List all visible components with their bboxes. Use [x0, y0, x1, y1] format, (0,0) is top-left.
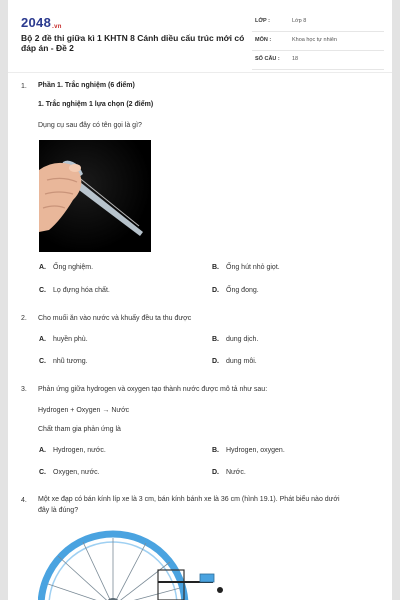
option-c[interactable]: C. Oxygen, nước.	[39, 469, 100, 476]
option-a[interactable]: A. Ống nghiệm.	[39, 264, 94, 271]
question-number: 3.	[21, 386, 27, 393]
option-b[interactable]: B. Ống hút nhỏ giọt.	[212, 264, 280, 271]
info-value: Khoa học tự nhiên	[292, 37, 337, 43]
exam-title: Bộ 2 đề thi giữa kì 1 KHTN 8 Cánh diều cấu trúc mới có đáp án - Đề 2	[21, 33, 245, 53]
info-key: MÔN :	[255, 37, 272, 43]
subsection-heading: 1. Trắc nghiệm 1 lựa chọn (2 điểm)	[38, 101, 154, 108]
equation-text: Hydrogen + Oxygen → Nước	[38, 407, 130, 414]
exam-header	[8, 0, 392, 73]
section-heading: Phần 1. Trắc nghiệm (6 điểm)	[38, 82, 135, 89]
option-c[interactable]: C. Lọ đựng hóa chất.	[39, 287, 110, 294]
option-a[interactable]: A. huyền phù.	[39, 336, 88, 343]
dropper-photo	[39, 140, 151, 252]
info-row-subject	[252, 33, 384, 51]
option-d[interactable]: D. dung môi.	[212, 358, 257, 365]
info-row-class	[252, 14, 384, 32]
option-b[interactable]: B. Hydrogen, oxygen.	[212, 447, 285, 454]
option-b[interactable]: B. dung dịch.	[212, 336, 259, 343]
option-a[interactable]: A. Hydrogen, nước.	[39, 447, 106, 454]
site-logo[interactable]: 2048.vn	[21, 15, 62, 30]
info-key: LỚP :	[255, 18, 270, 24]
question-text: Một xe đạp có bán kính líp xe là 3 cm, bán kính bánh xe là 36 cm (hình 19.1). Phát biểu nào dưới	[38, 496, 340, 503]
info-row-question-count	[252, 52, 384, 70]
question-text: Phản ứng giữa hydrogen và oxygen tạo thành nước được mô tả như sau:	[38, 386, 268, 393]
exam-paper	[8, 0, 392, 600]
info-value: Lớp 8	[292, 18, 307, 24]
bicycle-wheel-figure	[38, 526, 238, 600]
question-text-continued: đây là đúng?	[38, 507, 79, 514]
question-text: Dụng cụ sau đây có tên gọi là gì?	[38, 122, 142, 129]
exam-info-panel	[252, 14, 384, 71]
question-text-continued: Chất tham gia phản ứng là	[38, 426, 121, 433]
info-key: SỐ CÂU :	[255, 56, 280, 62]
info-value: 18	[292, 56, 299, 62]
option-d[interactable]: D. Ống đong.	[212, 287, 259, 294]
question-number: 4.	[21, 497, 27, 504]
option-d[interactable]: D. Nước.	[212, 469, 246, 476]
question-number: 2.	[21, 315, 27, 322]
option-c[interactable]: C. nhũ tương.	[39, 358, 88, 365]
question-number: 1.	[21, 83, 27, 90]
question-text: Cho muối ăn vào nước và khuấy đều ta thu được	[38, 315, 192, 322]
